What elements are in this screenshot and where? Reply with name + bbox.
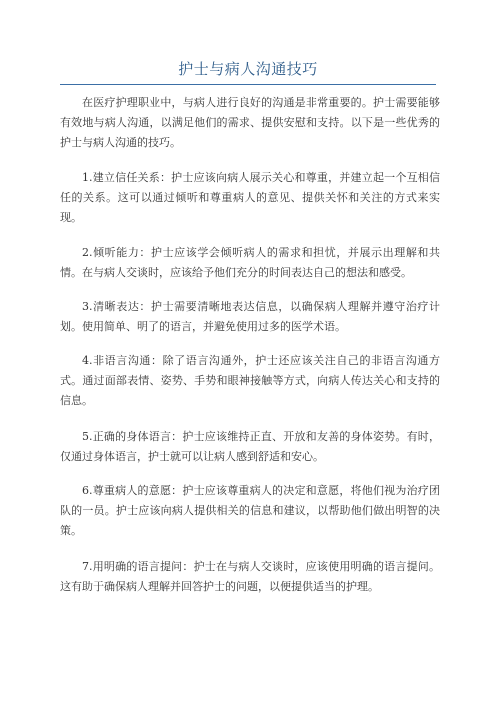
paragraph-respect: 6.尊重病人的意愿：护士应该尊重病人的决定和意愿，将他们视为治疗团队的一员。护士应该向病人提供相关的信息和建议，以帮助他们做出明智的决策。 [60,484,440,537]
paragraph-clarity: 3.清晰表达：护士需要清晰地表达信息，以确保病人理解并遵守治疗计划。使用简单、明了的语言，并避免使用过多的医学术语。 [60,300,440,333]
title-divider [60,84,436,85]
paragraph-body-language: 5.正确的身体语言：护士应该维持正直、开放和友善的身体姿势。有时，仅通过身体语言，护士就可以让病人感到舒适和安心。 [60,430,440,463]
document-title: 护士与病人沟通技巧 [178,60,318,78]
paragraph-trust: 1.建立信任关系：护士应该向病人展示关心和尊重，并建立起一个互相信任的关系。这可以通过倾听和尊重病人的意见、提供关怀和关注的方式来实现。 [60,171,440,224]
paragraph-questions: 7.用明确的语言提问：护士在与病人交谈时，应该使用明确的语言提问。这有助于确保病人理解并回答护士的问题，以便提供适当的护理。 [60,560,440,593]
paragraph-listening: 2.倾听能力：护士应该学会倾听病人的需求和担忧，并展示出理解和共情。在与病人交谈时，应该给予他们充分的时间表达自己的想法和感受。 [60,246,440,279]
paragraph-nonverbal: 4.非语言沟通：除了语言沟通外，护士还应该关注自己的非语言沟通方式。通过面部表情、姿势、手势和眼神接触等方式，向病人传达关心和支持的信息。 [60,354,440,407]
paragraph-intro: 在医疗护理职业中，与病人进行良好的沟通是非常重要的。护士需要能够有效地与病人沟通，以满足他们的需求、提供安慰和支持。以下是一些优秀的护士与病人沟通的技巧。 [60,96,440,149]
